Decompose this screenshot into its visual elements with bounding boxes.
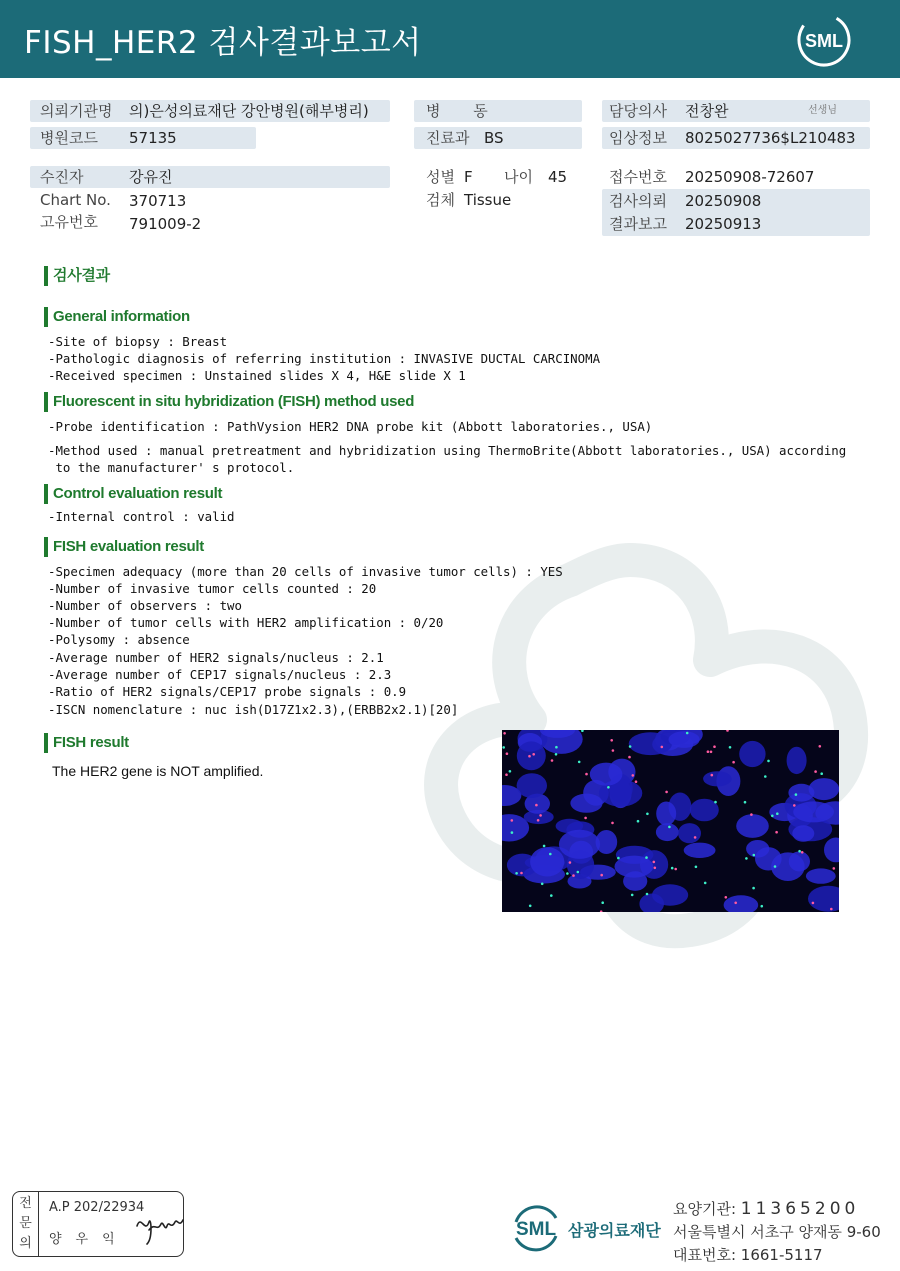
department-value: BS [484, 129, 504, 147]
fish-signal [631, 894, 634, 897]
clinical-value: 8025027736$L210483 [685, 129, 856, 147]
signature-icon [133, 1204, 185, 1248]
fish-signal [584, 817, 587, 820]
report-value: 20250913 [685, 215, 762, 233]
fish-signal [795, 793, 798, 796]
evaluation-line-5: -Polysomy : absence [48, 632, 190, 647]
method-line-2: -Method used : manual pretreatment and hybridization using ThermoBrite(Abbott laboratories., USA) according [48, 443, 847, 458]
fish-signal [628, 756, 631, 759]
fish-signal [725, 896, 728, 899]
control-line: -Internal control : valid [48, 509, 235, 524]
sml-logo-icon [796, 12, 852, 68]
fish-signal [694, 836, 697, 839]
institution-value: 의)은성의료재단 강안병원(해부병리) [129, 102, 369, 120]
fish-signal [771, 815, 774, 818]
fish-signal [645, 856, 648, 859]
patient-label: 수진자 [40, 168, 84, 186]
footer-sml-logo-icon [508, 1200, 564, 1256]
unique-value: 791009-2 [129, 215, 202, 233]
fish-result-text: The HER2 gene is NOT amplified. [52, 763, 264, 779]
footer-code-value: 11365200 [740, 1199, 860, 1219]
fish-signal [833, 867, 836, 870]
unique-label: 고유번호 [40, 213, 98, 231]
fish-signal [585, 773, 588, 776]
fish-signal [764, 775, 767, 778]
fish-signal [761, 905, 764, 908]
footer-org-name: 삼광의료재단 [568, 1221, 661, 1240]
nucleus [596, 830, 618, 854]
fish-signal [541, 883, 544, 886]
chart-label: Chart No. [40, 191, 111, 209]
nucleus [793, 801, 834, 822]
fish-signal [753, 854, 756, 857]
method-line-3: to the manufacturer' s protocol. [48, 460, 295, 475]
hospital-code-value: 57135 [129, 129, 177, 147]
stamp-char-3: 의 [19, 1236, 32, 1251]
specimen-value: Tissue [464, 191, 512, 209]
fish-signal [578, 761, 581, 764]
fish-signal [674, 868, 677, 871]
fish-signal [528, 755, 531, 758]
nucleus [559, 830, 600, 859]
nucleus [736, 814, 769, 838]
fish-signal [713, 745, 716, 748]
fish-signal [611, 822, 614, 825]
fish-signal [646, 813, 649, 816]
doctor-suffix: 선생님 [808, 105, 837, 116]
fish-signal [750, 813, 753, 816]
stamp-char-2: 문 [19, 1216, 32, 1231]
evaluation-line-8: -Ratio of HER2 signals/CEP17 probe signals : 0.9 [48, 684, 407, 699]
age-label: 나이 [504, 168, 533, 186]
fish-signal [511, 831, 514, 834]
control-heading: Control evaluation result [44, 484, 222, 504]
nucleus [590, 763, 623, 786]
age-value: 45 [548, 168, 568, 186]
general-line-2: -Pathologic diagnosis of referring institution : INVASIVE DUCTAL CARCINOMA [48, 351, 601, 366]
footer-phone-value: 1661-5117 [740, 1246, 823, 1264]
fish-signal [671, 867, 674, 870]
nucleus [517, 741, 546, 770]
fish-signal [653, 861, 656, 864]
fish-signal [607, 786, 610, 789]
fish-signal [745, 857, 748, 860]
fish-signal [610, 739, 613, 742]
nucleus [792, 825, 814, 842]
fish-signal [710, 751, 713, 754]
fish-signal [665, 791, 668, 794]
fish-signal [637, 820, 640, 823]
fish-signal [635, 780, 638, 783]
ward-label: 병 동 [426, 102, 502, 120]
report-title: FISH_HER2 검사결과보고서 [24, 25, 422, 61]
footer-address: 서울특별시 서초구 양재동 9-60 [673, 1223, 881, 1241]
evaluation-line-7: -Average number of CEP17 signals/nucleus : 2.3 [48, 667, 392, 682]
fish-signal [502, 746, 505, 749]
pathologist-name: 양우익 [49, 1232, 129, 1247]
fish-signal [549, 853, 552, 856]
receipt-value: 20250908-72607 [685, 168, 815, 186]
fish-signal [775, 831, 778, 834]
fish-signal [776, 812, 779, 815]
department-label: 진료과 [426, 129, 470, 147]
fish-signal [767, 760, 770, 763]
fish-signal [830, 908, 833, 911]
fish-signal [601, 901, 604, 904]
fish-signal [686, 732, 689, 735]
fish-signal [668, 826, 671, 829]
report-header [0, 0, 900, 78]
fish-signal [711, 774, 714, 777]
fish-signal [714, 801, 717, 804]
patient-value: 강유진 [129, 168, 173, 186]
fish-signal [798, 850, 801, 853]
nucleus [623, 871, 647, 891]
evaluation-line-2: -Number of invasive tumor cells counted : 20 [48, 581, 377, 596]
footer-code-label: 요양기관: [673, 1200, 737, 1218]
footer-logo-text: SML [515, 1219, 557, 1240]
nucleus [678, 823, 701, 843]
fish-signal [555, 746, 558, 749]
fish-signal [801, 851, 804, 854]
fish-signal [520, 872, 523, 875]
nucleus [530, 847, 564, 876]
fish-signal [555, 753, 558, 756]
stamp-side-label [13, 1192, 39, 1256]
fish-signal [695, 866, 698, 869]
fish-signal [506, 752, 509, 755]
fish-signal [704, 882, 707, 885]
evaluation-heading: FISH evaluation result [44, 537, 204, 557]
fish-signal [569, 861, 572, 864]
nucleus [669, 731, 700, 748]
general-line-3: -Received specimen : Unstained slides X 4, H&E slide X 1 [48, 368, 466, 383]
fish-signal [537, 819, 540, 822]
institution-label: 의뢰기관명 [40, 102, 113, 120]
method-heading: Fluorescent in situ hybridization (FISH) method used [44, 392, 414, 412]
request-value: 20250908 [685, 192, 762, 210]
fish-signal [617, 857, 620, 860]
fish-signal [551, 759, 554, 762]
fish-signal [744, 801, 747, 804]
fish-signal [612, 749, 615, 752]
chart-value: 370713 [129, 192, 187, 210]
fish-signal [734, 902, 737, 905]
clinical-label: 임상정보 [609, 129, 667, 147]
fish-signal [732, 761, 735, 764]
evaluation-line-1: -Specimen adequacy (more than 20 cells of invasive tumor cells) : YES [48, 564, 563, 579]
fish-signal [632, 774, 635, 777]
patient-bar [30, 166, 390, 188]
fish-signal [543, 845, 546, 848]
fish-signal [515, 872, 518, 875]
fish-signal [550, 894, 553, 897]
nucleus [652, 884, 688, 905]
fish-signal [814, 770, 817, 773]
fish-signal [505, 773, 508, 776]
fish-signal [535, 804, 538, 807]
evaluation-line-4: -Number of tumor cells with HER2 amplification : 0/20 [48, 615, 444, 630]
results-heading: 검사결과 [44, 266, 110, 286]
fish-signal [752, 887, 755, 890]
fish-signal [820, 772, 823, 775]
nucleus [788, 784, 814, 802]
fish-signal [503, 732, 506, 735]
nucleus [739, 741, 765, 767]
request-label: 검사의뢰 [609, 192, 667, 210]
nucleus [806, 868, 836, 883]
evaluation-line-3: -Number of observers : two [48, 598, 242, 613]
fish-microscopy-image [502, 730, 839, 912]
fish-signal [793, 804, 796, 807]
general-line-1: -Site of biopsy : Breast [48, 334, 228, 349]
general-heading: General information [44, 307, 190, 327]
specimen-label: 검체 [426, 191, 455, 209]
fish-signal [529, 905, 532, 908]
fish-signal [511, 819, 514, 822]
footer-phone-label: 대표번호: [673, 1246, 737, 1264]
nucleus [656, 823, 679, 841]
fish-signal [819, 745, 822, 748]
pathologist-stamp [12, 1191, 184, 1257]
fish-signal [774, 865, 777, 868]
fish-signal [566, 872, 569, 875]
hospital-code-label: 병원코드 [40, 129, 98, 147]
fish-signal [572, 874, 575, 877]
fish-signal [600, 874, 603, 877]
fish-signal [729, 746, 732, 749]
sex-value: F [464, 168, 473, 186]
nucleus [703, 771, 732, 786]
logo-text: SML [805, 31, 843, 51]
nucleus [684, 843, 716, 858]
receipt-label: 접수번호 [609, 168, 667, 186]
ap-number: A.P 202/22934 [49, 1200, 145, 1215]
fish-signal [509, 770, 512, 773]
fish-signal [661, 746, 664, 749]
method-line-1: -Probe identification : PathVysion HER2 DNA probe kit (Abbott laboratories., USA) [48, 419, 653, 434]
sex-label: 성별 [426, 168, 455, 186]
fish-signal [812, 902, 815, 905]
fish-signal [707, 750, 710, 753]
fish-signal [646, 893, 649, 896]
doctor-value: 전창완 [685, 102, 729, 120]
nucleus [656, 802, 676, 826]
stamp-char-1: 전 [19, 1196, 32, 1211]
fish-signal [539, 814, 542, 817]
fish-signal [654, 867, 657, 870]
fish-signal [577, 871, 580, 874]
nucleus [787, 747, 807, 774]
footer-phone-line [673, 1244, 823, 1265]
fish-signal [532, 753, 535, 756]
fish-result-heading: FISH result [44, 733, 129, 753]
doctor-label: 담당의사 [609, 102, 667, 120]
footer-code-line [673, 1198, 859, 1219]
report-label: 결과보고 [609, 215, 667, 233]
evaluation-line-6: -Average number of HER2 signals/nucleus : 2.1 [48, 650, 384, 665]
nucleus [517, 773, 547, 798]
fish-signal [629, 745, 632, 748]
evaluation-line-9: -ISCN nomenclature : nuc ish(D17Z1x2.3),(ERBB2x2.1)[20] [48, 702, 459, 717]
